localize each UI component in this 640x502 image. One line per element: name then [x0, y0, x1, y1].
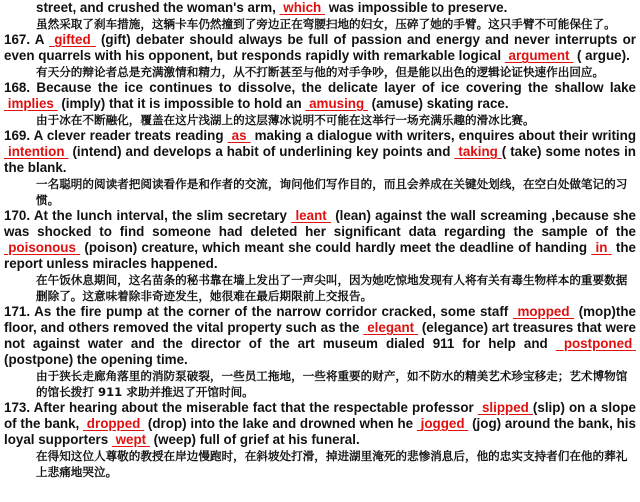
answer-highlight: postponed: [563, 336, 633, 351]
answer-highlight: mopped: [517, 304, 570, 319]
chinese-translation: 一名聪明的阅读者把阅读看作是和作者的交流，询问他们写作目的，而且会养成在关键处划线，在空白处做笔记的习惯。: [36, 177, 628, 207]
answer-highlight: which: [283, 0, 322, 15]
english-sentence: 167. A gifted (gift) debater should always be full of passion and energy and never interrupts or even quarrels with his opponent, but responds rapidly with remarkable logical argument ( argue).: [4, 32, 636, 63]
item-169: [4, 128, 636, 208]
item-167: [4, 32, 636, 80]
chinese-translation: 由于狭长走廊角落里的消防泵破裂，一些员工拖地，一些将重要的财产，如不防水的精美艺术珍宝移走；艺术博物馆的馆长拨打 911 求助并推迟了开馆时间。: [36, 369, 628, 399]
item-168: [4, 80, 636, 128]
intro-item: [4, 0, 636, 32]
chinese-translation: 由于冰在不断融化，覆盖在这片浅湖上的这层薄冰说明不可能在这举行一场充满乐趣的滑冰比赛。: [36, 113, 535, 127]
item-number: 169.: [4, 128, 31, 143]
answer-highlight: as: [231, 128, 247, 143]
chinese-translation: 有天分的辩论者总是充满激情和精力，从不打断甚至与他的对手争吵，但是能以出色的逻辑论证快速作出回应。: [36, 65, 605, 79]
item-number: 170.: [4, 208, 31, 223]
item-173: [4, 400, 636, 480]
english-sentence: 170. At the lunch interval, the slim secretary leant (lean) against the wall screaming ,because she was shocked to find someone had deleted her significant data regarding the sample of the poisonous (poison) creature, which meant she could hardly meet the deadline of handing in the report unless miracles happened.: [4, 208, 636, 271]
answer-highlight: slipped: [481, 400, 529, 415]
item-number: 167.: [4, 32, 31, 47]
answer-highlight: jogged: [420, 416, 465, 431]
intro-english: street, and crushed the woman's arm, which was impossible to preserve.: [36, 0, 508, 15]
answer-highlight: poisonous: [8, 240, 76, 255]
answer-highlight: in: [595, 240, 608, 255]
english-sentence: 171. As the fire pump at the corner of the narrow corridor cracked, some staff mopped (mop)the floor, and others removed the vital property such as the elegant (elegance) art treasures that were not against water and the director of the art museum dialed 911 for help and postponed (postpone) the opening time.: [4, 304, 636, 367]
answer-highlight: amusing: [309, 96, 365, 111]
answer-highlight: gifted: [54, 32, 91, 47]
answer-highlight: taking: [458, 144, 498, 159]
intro-chinese: 虽然采取了刹车措施，这辆卡车仍然撞到了旁边正在弯腰扫地的妇女，压碎了她的手臂。这只手臂不可能保住了。: [36, 17, 616, 31]
chinese-translation: 在得知这位人尊敬的教授在岸边慢跑时，在斜坡处打滑，掉进湖里淹死的悲惨消息后，他的忠实支持者们在他的葬礼上悲痛地哭泣。: [36, 449, 628, 479]
answer-highlight: dropped: [86, 416, 141, 431]
item-170: [4, 208, 636, 304]
english-sentence: 173. After hearing about the miserable fact that the respectable professor slipped (slip) on a slope of the bank, dropped (drop) into the lake and drowned when he jogged (jog) around the bank, his loyal supporters wept (weep) full of grief at his funeral.: [4, 400, 636, 447]
item-number: 168.: [4, 80, 31, 95]
item-number: 173.: [4, 400, 31, 415]
answer-highlight: argument: [508, 48, 570, 63]
item-171: [4, 304, 636, 400]
answer-highlight: intention: [7, 144, 65, 159]
answer-highlight: implies: [7, 96, 54, 111]
answer-highlight: leant: [295, 208, 327, 223]
answer-highlight: wept: [115, 432, 147, 447]
answer-highlight: elegant: [367, 320, 415, 335]
chinese-translation: 在午饭休息期间，这名苗条的秘书靠在墙上发出了一声尖叫，因为她吃惊地发现有人将有关有毒生物样本的重要数据删除了。这意味着除非奇迹发生，她很难在最后期限前上交报告。: [36, 273, 628, 303]
item-number: 171.: [4, 304, 31, 319]
english-sentence: 168. Because the ice continues to dissolve, the delicate layer of ice covering the shallow lake implies (imply) that it is impossible to hold an amusing (amuse) skating race.: [4, 80, 636, 111]
english-sentence: 169. A clever reader treats reading as making a dialogue with writers, enquires about their writing intention (intend) and develops a habit of underlining key points and taking ( take) some notes in the blank.: [4, 128, 636, 175]
